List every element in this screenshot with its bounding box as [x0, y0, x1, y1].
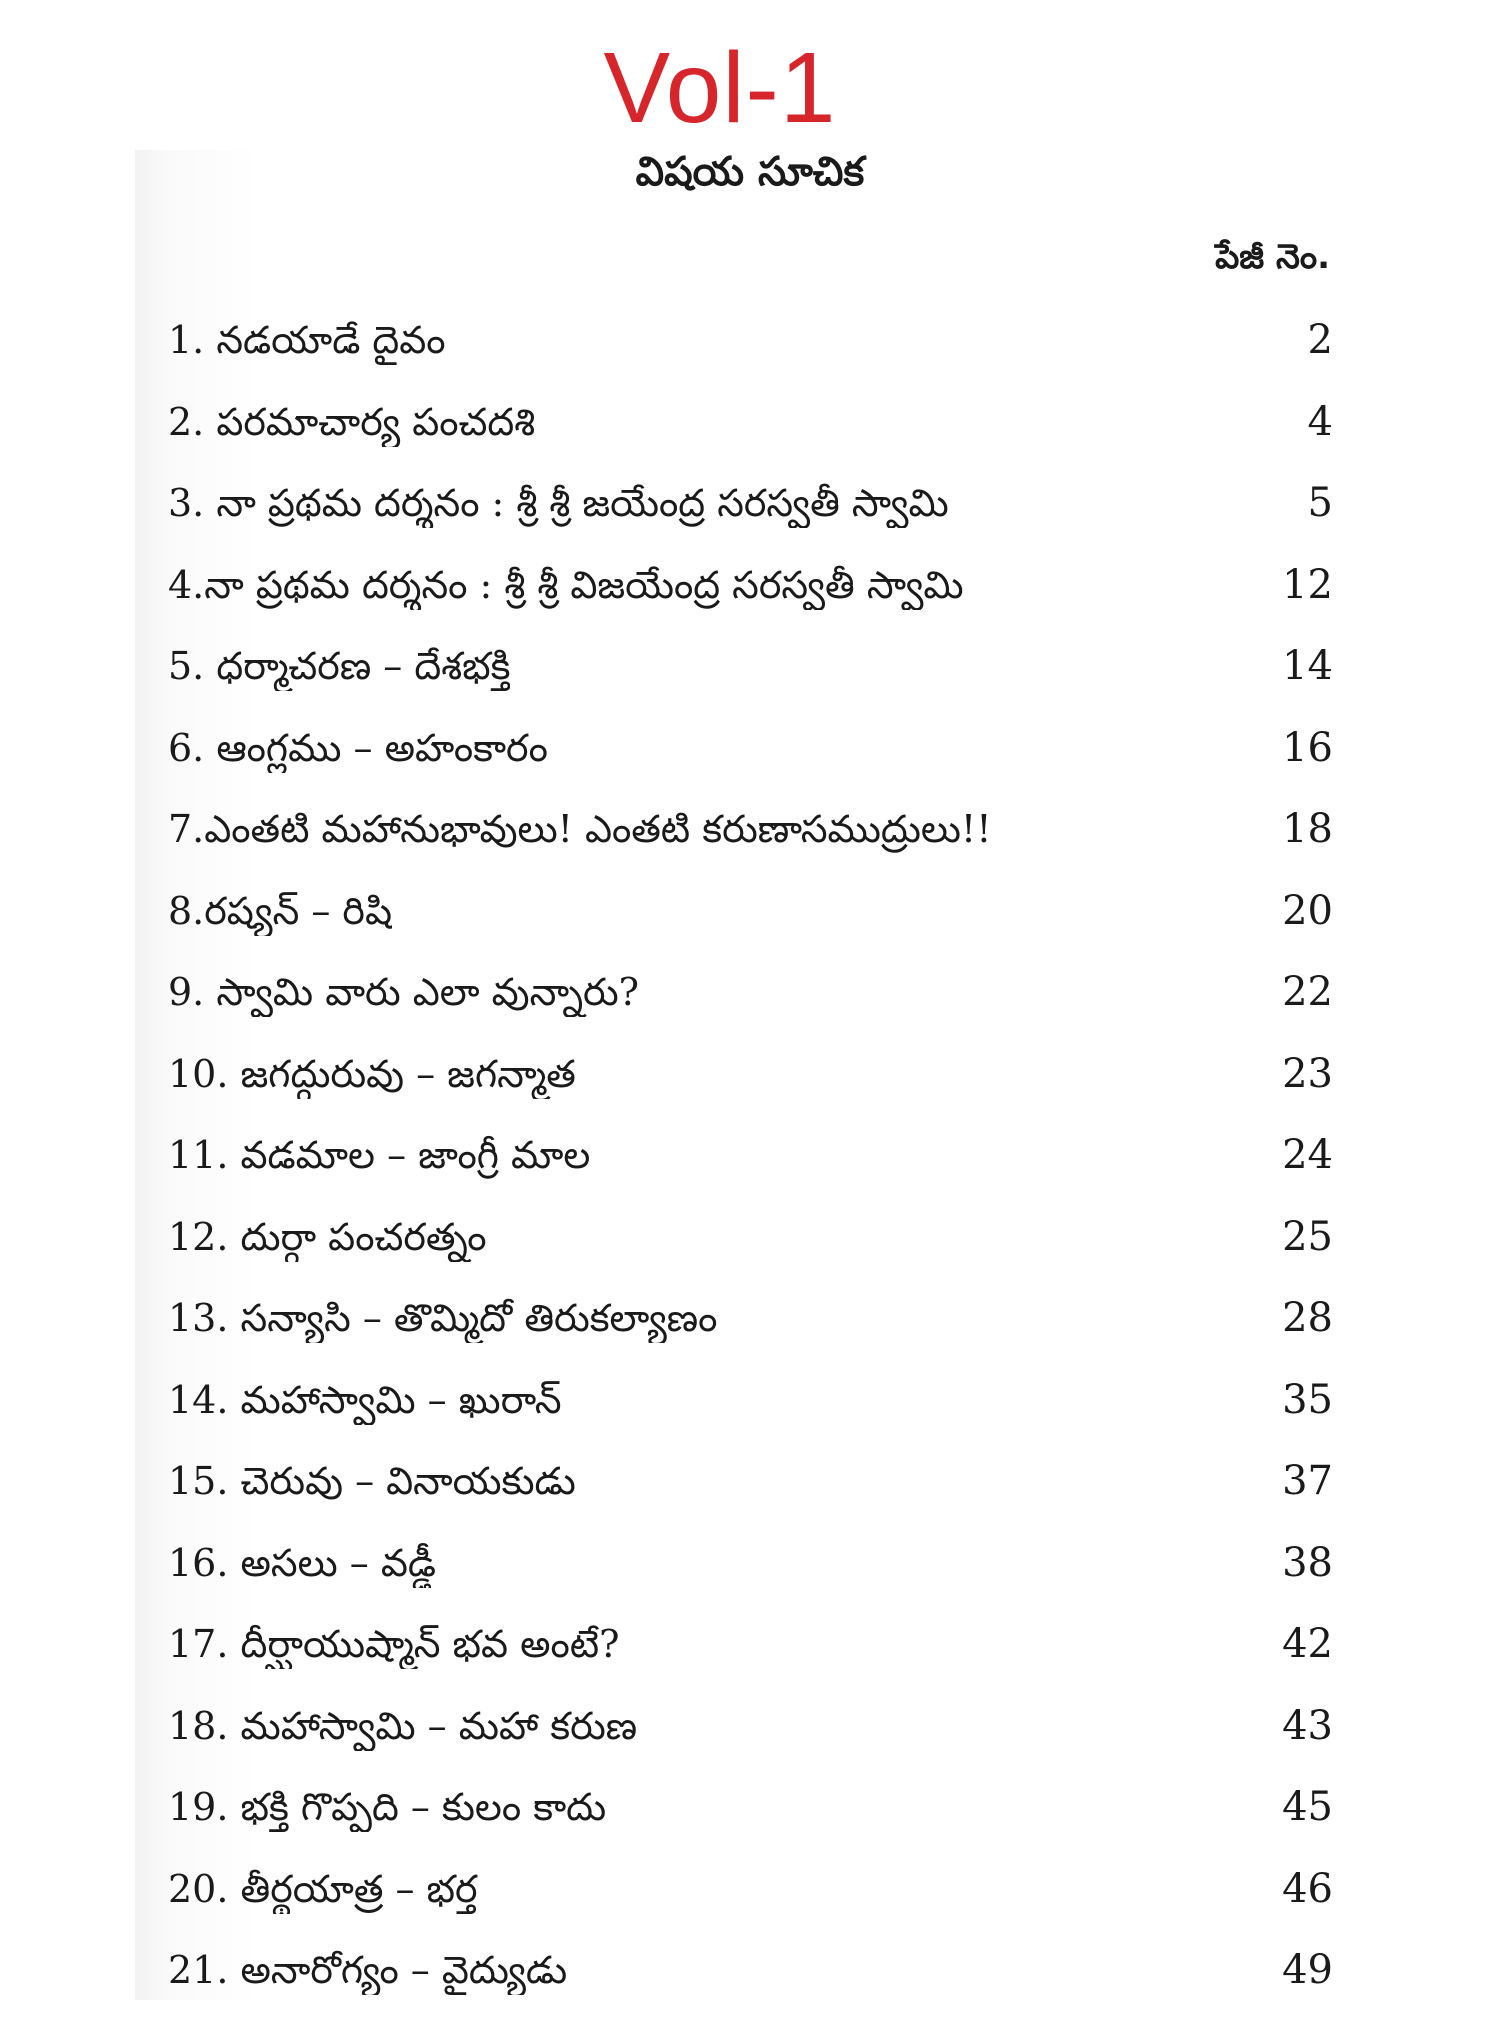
toc-entry-title: 15. చెరువు – వినాయకుడు — [168, 1459, 576, 1503]
toc-entry-14 — [168, 1375, 1333, 1457]
toc-entry-20 — [168, 1864, 1333, 1946]
toc-entry-title: 14. మహాస్వామి – ఖురాన్ — [168, 1377, 562, 1422]
toc-entry-3 — [168, 478, 1333, 560]
toc-entry-title: 16. అసలు – వడ్డీ — [168, 1540, 436, 1585]
toc-entry-6 — [168, 723, 1333, 805]
toc-entry-9 — [168, 967, 1333, 1049]
toc-heading: విషయ సూచిక — [635, 149, 865, 195]
toc-entry-page: 4 — [1307, 398, 1333, 445]
toc-entry-title: 9. స్వామి వారు ఎలా వున్నారు? — [168, 970, 640, 1014]
toc-entry-page: 18 — [1282, 806, 1333, 852]
toc-entry-page: 49 — [1282, 1947, 1333, 1993]
toc-entry-title: 12. దుర్గా పంచరత్నం — [168, 1214, 487, 1259]
toc-entry-page: 45 — [1282, 1784, 1333, 1830]
toc-entry-title: 18. మహాస్వామి – మహా కరుణ — [168, 1703, 638, 1748]
toc-entry-title: 8.రష్యన్ – రిషి — [168, 888, 393, 933]
toc-list — [168, 315, 1333, 2027]
toc-entry-5 — [168, 641, 1333, 723]
page-number-column-header: పేజీ నెం. — [1215, 237, 1330, 277]
toc-entry-19 — [168, 1782, 1333, 1864]
toc-entry-page: 5 — [1307, 480, 1333, 526]
toc-entry-8 — [168, 886, 1333, 968]
toc-entry-17 — [168, 1619, 1333, 1701]
toc-entry-title: 5. ధర్మాచరణ – దేశభక్తి — [168, 644, 511, 688]
toc-entry-page: 24 — [1282, 1132, 1333, 1178]
toc-entry-page: 42 — [1282, 1621, 1333, 1667]
toc-entry-page: 2 — [1307, 317, 1333, 363]
toc-entry-page: 20 — [1282, 887, 1333, 934]
toc-entry-7 — [168, 804, 1333, 886]
volume-title: Vol-1 — [603, 32, 837, 144]
toc-entry-12 — [168, 1212, 1333, 1294]
toc-entry-title: 2. పరమాచార్య పంచదశి — [168, 399, 536, 444]
toc-entry-title: 10. జగద్గురువు – జగన్మాత — [168, 1051, 576, 1096]
toc-entry-title: 11. వడమాల – జాంగ్రీ మాల — [168, 1133, 591, 1177]
toc-entry-1 — [168, 315, 1333, 397]
toc-entry-page: 37 — [1282, 1458, 1333, 1504]
toc-entry-page: 23 — [1282, 1050, 1333, 1097]
toc-entry-13 — [168, 1293, 1333, 1375]
toc-entry-4 — [168, 560, 1333, 642]
toc-entry-page: 14 — [1282, 643, 1333, 689]
toc-entry-title: 1. నడయాడే దైవం — [168, 318, 446, 362]
toc-entry-title: 13. సన్యాసి – తొమ్మిదో తిరుకల్యాణం — [168, 1296, 718, 1340]
toc-entry-page: 25 — [1282, 1213, 1333, 1260]
toc-entry-title: 19. భక్తి గొప్పది – కులం కాదు — [168, 1785, 607, 1829]
toc-entry-page: 46 — [1282, 1865, 1333, 1912]
toc-entry-page: 38 — [1282, 1539, 1333, 1586]
toc-entry-18 — [168, 1701, 1333, 1783]
toc-entry-title: 21. అనారోగ్యం – వైద్యుడు — [168, 1948, 568, 1992]
toc-entry-title: 4.నా ప్రథమ దర్శనం : శ్రీ శ్రీ విజయేంద్ర సరస్వతీ స్వామి — [168, 562, 964, 607]
toc-entry-10 — [168, 1049, 1333, 1131]
toc-entry-title: 17. దీర్ఘాయుష్మాన్ భవ అంటే? — [168, 1622, 620, 1666]
toc-entry-page: 12 — [1282, 561, 1333, 608]
toc-entry-title: 6. ఆంగ్లము – అహంకారం — [168, 725, 548, 770]
toc-entry-16 — [168, 1538, 1333, 1620]
toc-entry-page: 43 — [1282, 1702, 1333, 1749]
toc-entry-21 — [168, 1945, 1333, 2027]
toc-entry-page: 28 — [1282, 1295, 1333, 1341]
toc-entry-page: 16 — [1282, 724, 1333, 771]
toc-entry-title: 7.ఎంతటి మహానుభావులు! ఎంతటి కరుణాసముద్రులు!! — [168, 807, 992, 851]
toc-entry-15 — [168, 1456, 1333, 1538]
toc-entry-2 — [168, 397, 1333, 479]
toc-entry-title: 3. నా ప్రథమ దర్శనం : శ్రీ శ్రీ జయేంద్ర సరస్వతీ స్వామి — [168, 481, 949, 525]
toc-entry-page: 35 — [1282, 1376, 1333, 1423]
toc-entry-11 — [168, 1130, 1333, 1212]
toc-entry-title: 20. తీర్థయాత్ర – భర్త — [168, 1866, 478, 1911]
toc-entry-page: 22 — [1282, 969, 1333, 1015]
